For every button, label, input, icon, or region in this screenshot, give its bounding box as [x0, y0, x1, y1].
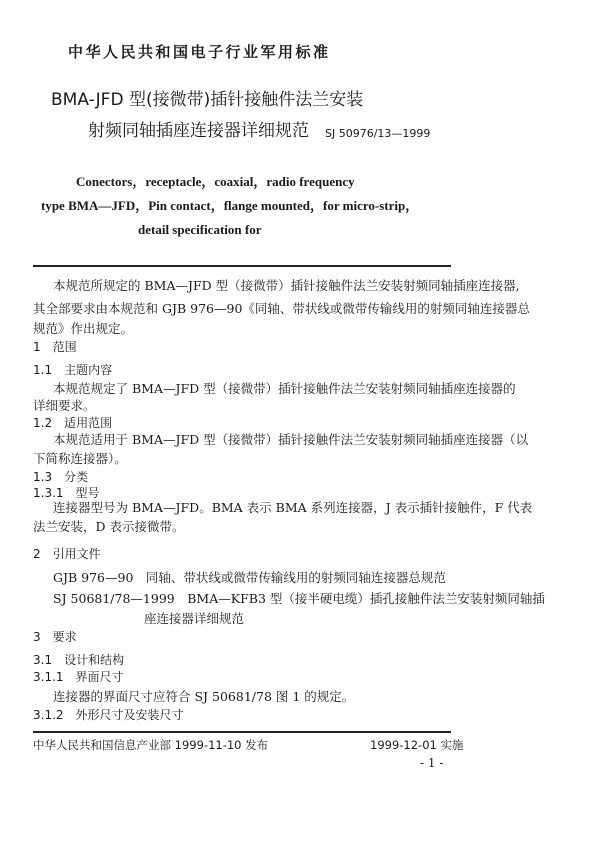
issued-by: 中华人民共和国信息产业部 1999-11-10 发布 [33, 738, 269, 752]
body-line: 详细要求。 [33, 398, 96, 413]
page-number: - 1 - [420, 756, 444, 770]
body-line: 连接器型号为 BMA—JFD。BMA 表示 BMA 系列连接器，J 表示插针接触件，F 代表 [53, 500, 533, 515]
section-1-2-heading: 1.2 适用范围 [33, 416, 113, 430]
section-1-heading: 1 范围 [33, 340, 77, 354]
org-standard: 中华人民共和国电子行业军用标准 [68, 43, 331, 61]
reference-item: GJB 976—90 同轴、带状线或微带传输线用的射频同轴连接器总规范 [53, 570, 446, 585]
section-1-3-heading: 1.3 分类 [33, 470, 89, 484]
section-3-1-2-heading: 3.1.2 外形尺寸及安装尺寸 [33, 708, 184, 722]
title-line-1: BMA-JFD 型(接微带)插针接触件法兰安装 [51, 90, 364, 110]
intro-line: 其全部要求由本规范和 GJB 976—90《同轴、带状线或微带传输线用的射频同轴连接器总 [33, 301, 530, 316]
title-line-2: 射频同轴插座连接器详细规范 [88, 121, 309, 141]
english-title-2: type BMA—JFD，Pin contact，flange mounted，for micro-strip， [41, 198, 419, 213]
section-3-1-1-heading: 3.1.1 界面尺寸 [33, 670, 124, 684]
body-line: 连接器的界面尺寸应符合 SJ 50681/78 图 1 的规定。 [53, 689, 355, 704]
reference-item: SJ 50681/78—1999 BMA—KFB3 型（接半硬电缆）插孔接触件法兰安装射频同轴插 [53, 591, 545, 606]
intro-line: 本规范所规定的 BMA—JFD 型（接微带）插针接触件法兰安装射频同轴插座连接器, [53, 278, 520, 293]
bottom-divider [33, 731, 451, 733]
body-line: 本规范适用于 BMA—JFD 型（接微带）插针接触件法兰安装射频同轴插座连接器（以 [53, 432, 529, 447]
english-title-1: Conectors，receptacle，coaxial，radio frequency [76, 174, 355, 189]
intro-line: 规范》作出规定。 [33, 321, 134, 336]
body-line: 本规范规定了 BMA—JFD 型（接微带）插针接触件法兰安装射频同轴插座连接器的 [53, 381, 516, 396]
top-divider [33, 265, 451, 267]
body-line: 法兰安装，D 表示接微带。 [33, 519, 185, 534]
section-3-heading: 3 要求 [33, 630, 77, 644]
standard-number: SJ 50976/13—1999 [325, 127, 431, 140]
section-2-heading: 2 引用文件 [33, 547, 101, 561]
english-title-3: detail specification for [138, 222, 262, 237]
section-3-1-heading: 3.1 设计和结构 [33, 653, 125, 667]
body-line: 下简称连接器）。 [33, 451, 127, 466]
section-1-1-heading: 1.1 主题内容 [33, 363, 113, 377]
section-1-3-1-heading: 1.3.1 型号 [33, 486, 100, 500]
reference-item-cont: 座连接器详细规范 [144, 611, 245, 626]
effective-date: 1999-12-01 实施 [370, 738, 464, 752]
